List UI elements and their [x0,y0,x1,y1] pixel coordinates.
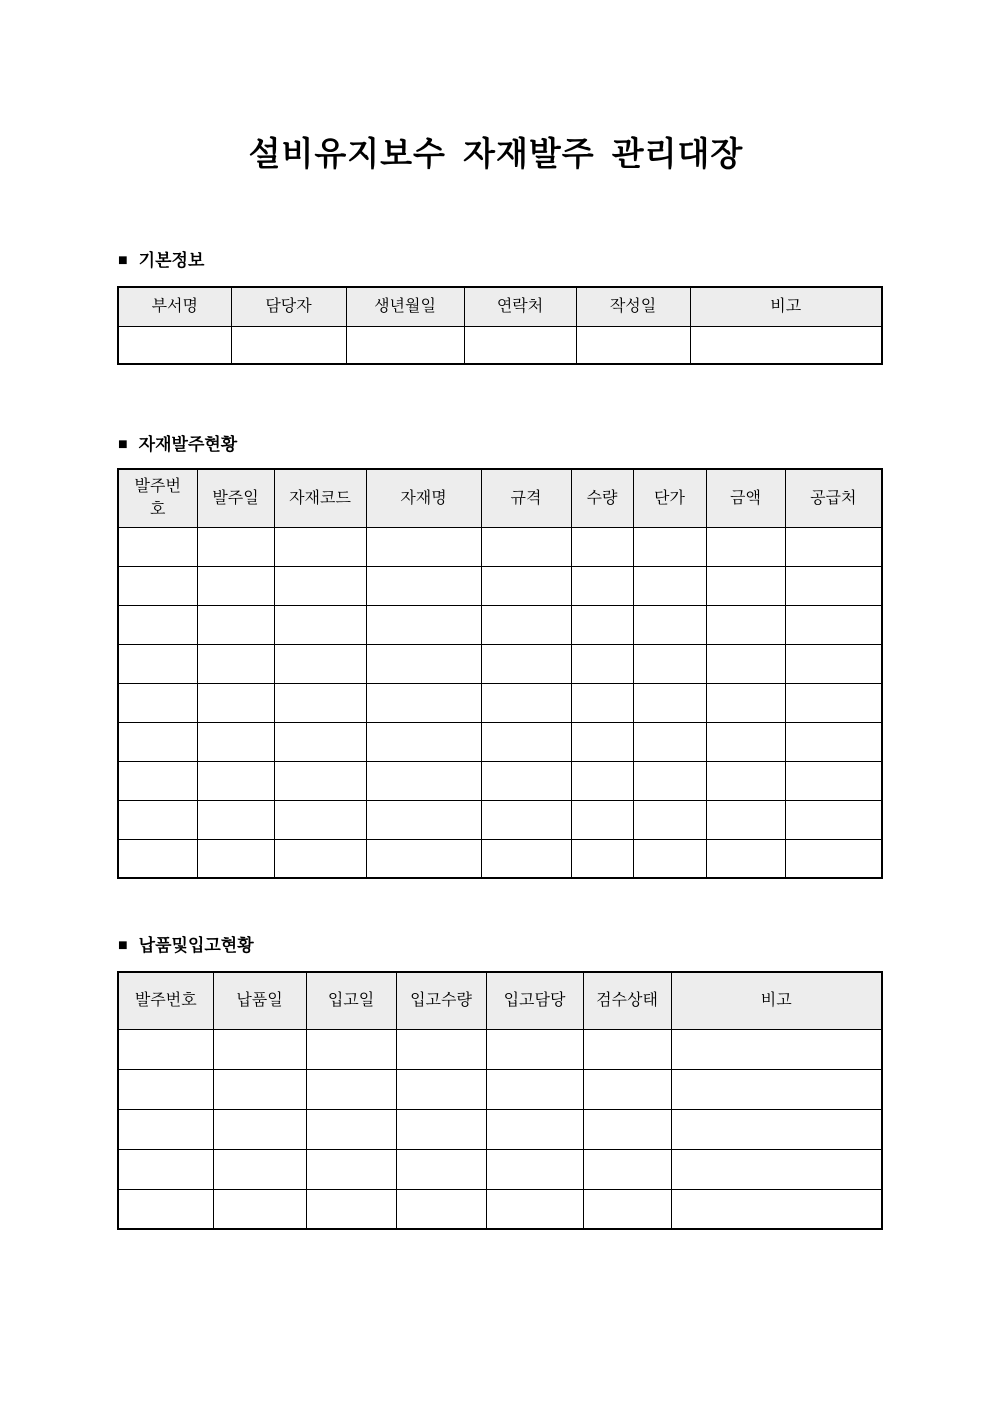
empty-cell [671,1109,882,1149]
empty-cell [706,839,785,878]
table-row [118,527,882,566]
column-header: 수량 [571,469,633,527]
empty-cell [274,527,366,566]
empty-cell [706,644,785,683]
empty-cell [118,761,197,800]
empty-cell [706,722,785,761]
empty-cell [396,1149,486,1189]
empty-cell [671,1069,882,1109]
empty-cell [396,1109,486,1149]
table-row [118,1069,882,1109]
empty-cell [486,1109,583,1149]
column-header: 발주번호 [118,972,213,1029]
empty-cell [464,326,576,364]
empty-cell [197,800,274,839]
empty-cell [486,1189,583,1229]
empty-cell [118,800,197,839]
empty-cell [118,722,197,761]
empty-cell [706,683,785,722]
section-title-orders: 자재발주현황 [138,435,238,454]
empty-cell [231,326,346,364]
empty-cell [571,605,633,644]
empty-cell [396,1189,486,1229]
table-row [118,1149,882,1189]
empty-cell [366,683,481,722]
table-row [118,683,882,722]
empty-cell [118,1029,213,1069]
empty-cell [213,1069,306,1109]
table-row [118,761,882,800]
empty-cell [785,644,882,683]
empty-cell [274,839,366,878]
empty-cell [583,1149,671,1189]
empty-cell [785,527,882,566]
empty-cell [481,761,571,800]
empty-cell [785,761,882,800]
empty-cell [481,566,571,605]
empty-cell [633,761,706,800]
basic-info-table [117,286,883,365]
empty-cell [197,605,274,644]
column-header: 입고일 [306,972,396,1029]
column-header: 규격 [481,469,571,527]
material-orders-table [117,468,883,879]
column-header: 납품일 [213,972,306,1029]
empty-cell [274,683,366,722]
empty-cell [118,839,197,878]
table-row [118,722,882,761]
empty-cell [785,566,882,605]
section-bullet-icon: ■ [118,252,128,269]
empty-cell [197,644,274,683]
column-header: 부서명 [118,287,231,326]
column-header [118,469,197,527]
empty-cell [197,566,274,605]
empty-cell [633,722,706,761]
empty-cell [633,644,706,683]
empty-cell [671,1149,882,1189]
table-row [118,1029,882,1069]
empty-cell [481,605,571,644]
section-heading-receipts [118,935,992,957]
empty-cell [118,1149,213,1189]
empty-cell [366,605,481,644]
empty-cell [213,1109,306,1149]
table-row [118,1109,882,1149]
basic-info-header-row [118,287,882,326]
empty-cell [706,761,785,800]
empty-cell [633,839,706,878]
table-row [118,326,882,364]
empty-cell [571,722,633,761]
empty-cell [274,566,366,605]
empty-cell [118,527,197,566]
empty-cell [396,1069,486,1109]
empty-cell [366,839,481,878]
empty-cell [118,326,231,364]
empty-cell [706,605,785,644]
empty-cell [366,800,481,839]
empty-cell [306,1189,396,1229]
column-header: 담당자 [231,287,346,326]
empty-cell [197,683,274,722]
empty-cell [583,1189,671,1229]
document-title: 설비유지보수 자재발주 관리대장 [248,135,744,172]
empty-cell [274,605,366,644]
empty-cell [571,839,633,878]
column-header: 생년월일 [346,287,464,326]
empty-cell [481,644,571,683]
empty-cell [583,1109,671,1149]
empty-cell [486,1069,583,1109]
column-header: 공급처 [785,469,882,527]
empty-cell [118,605,197,644]
empty-cell [481,839,571,878]
empty-cell [690,326,882,364]
orders-header-row [118,469,882,527]
empty-cell [486,1149,583,1189]
column-header: 비고 [690,287,882,326]
section-heading-basic-info [118,250,992,272]
column-header: 검수상태 [583,972,671,1029]
empty-cell [118,644,197,683]
empty-cell [481,722,571,761]
empty-cell [306,1029,396,1069]
empty-cell [583,1069,671,1109]
empty-cell [785,800,882,839]
empty-cell [486,1029,583,1069]
empty-cell [633,605,706,644]
column-header-label: 발주번호 [134,478,181,519]
empty-cell [785,722,882,761]
empty-cell [633,527,706,566]
empty-cell [118,683,197,722]
empty-cell [197,761,274,800]
empty-cell [306,1149,396,1189]
empty-cell [571,761,633,800]
empty-cell [213,1189,306,1229]
empty-cell [481,683,571,722]
delivery-receipts-table [117,971,883,1230]
empty-cell [571,683,633,722]
empty-cell [213,1149,306,1189]
table-row [118,644,882,683]
empty-cell [671,1029,882,1069]
empty-cell [571,644,633,683]
empty-cell [785,839,882,878]
empty-cell [213,1029,306,1069]
empty-cell [366,722,481,761]
column-header: 금액 [706,469,785,527]
column-header: 작성일 [576,287,690,326]
section-bullet-icon: ■ [118,937,128,954]
empty-cell [706,800,785,839]
table-row [118,605,882,644]
empty-cell [346,326,464,364]
empty-cell [396,1029,486,1069]
empty-cell [306,1109,396,1149]
empty-cell [481,800,571,839]
empty-cell [197,839,274,878]
empty-cell [118,1189,213,1229]
empty-cell [706,566,785,605]
empty-cell [118,1109,213,1149]
column-header: 입고담당 [486,972,583,1029]
column-header: 입고수량 [396,972,486,1029]
table-row [118,839,882,878]
empty-cell [274,722,366,761]
empty-cell [571,566,633,605]
table-row [118,1189,882,1229]
table-row [118,800,882,839]
empty-cell [633,800,706,839]
empty-cell [274,800,366,839]
empty-cell [274,761,366,800]
empty-cell [118,1069,213,1109]
empty-cell [274,644,366,683]
column-header: 자재코드 [274,469,366,527]
column-header: 자재명 [366,469,481,527]
empty-cell [583,1029,671,1069]
column-header: 발주일 [197,469,274,527]
empty-cell [366,527,481,566]
empty-cell [633,683,706,722]
empty-cell [633,566,706,605]
empty-cell [671,1189,882,1229]
empty-cell [481,527,571,566]
empty-cell [366,566,481,605]
empty-cell [118,566,197,605]
section-heading-orders [118,434,992,456]
empty-cell [197,722,274,761]
column-header: 연락처 [464,287,576,326]
empty-cell [366,761,481,800]
section-title-basic-info: 기본정보 [138,251,205,270]
column-header: 단가 [633,469,706,527]
empty-cell [571,527,633,566]
empty-cell [571,800,633,839]
section-bullet-icon: ■ [118,436,128,453]
empty-cell [197,527,274,566]
empty-cell [706,527,785,566]
empty-cell [785,683,882,722]
column-header: 비고 [671,972,882,1029]
empty-cell [785,605,882,644]
empty-cell [576,326,690,364]
empty-cell [366,644,481,683]
table-row [118,566,882,605]
section-title-receipts: 납품및입고현황 [138,936,254,955]
receipts-header-row [118,972,882,1029]
empty-cell [306,1069,396,1109]
